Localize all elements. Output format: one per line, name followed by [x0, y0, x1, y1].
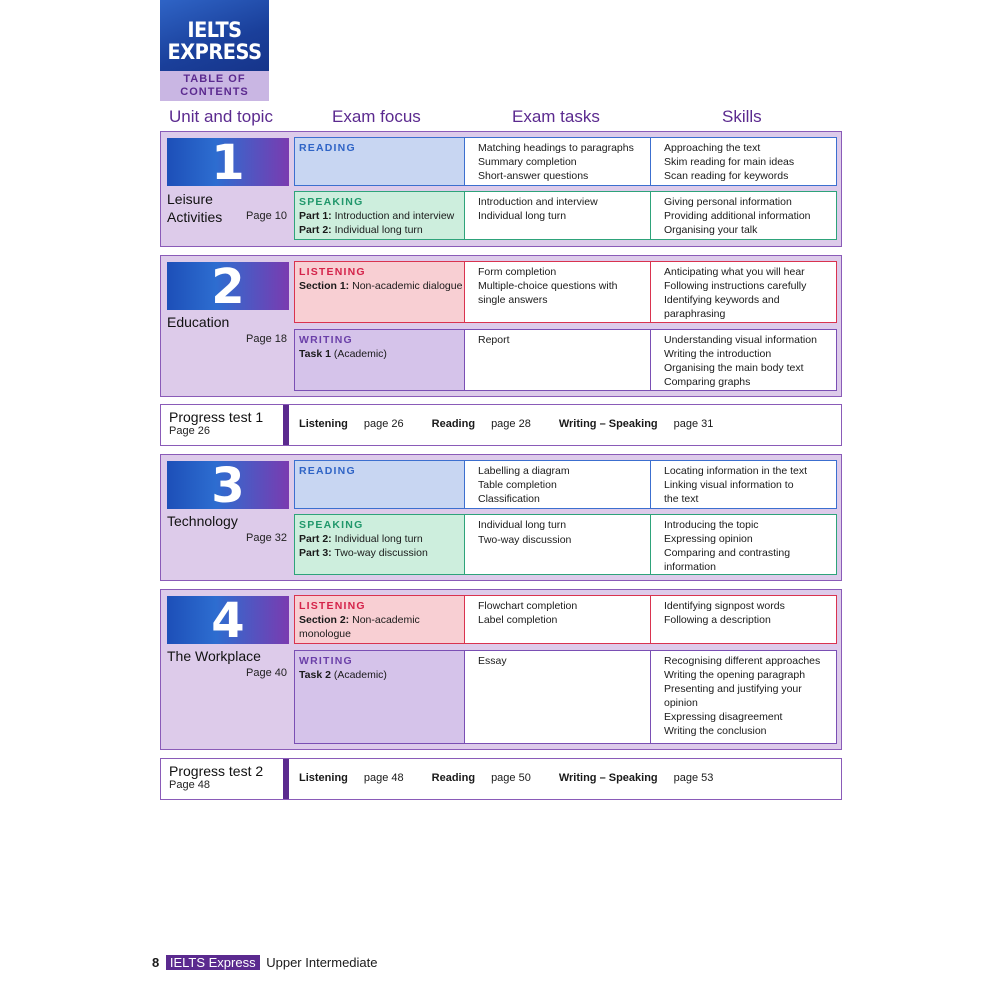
- skill-item: Following a description: [664, 614, 771, 626]
- unit-topic-line: The Workplace: [167, 648, 261, 664]
- progress-test-title: Progress test 1: [169, 409, 264, 425]
- task-item: Short-answer questions: [478, 170, 589, 182]
- skill-label: LISTENING: [299, 600, 366, 612]
- exam-tasks: [464, 461, 650, 508]
- skill-item: Writing the introduction: [664, 348, 772, 360]
- skill-item: Comparing and contrasting: [664, 547, 791, 559]
- task-item: single answers: [478, 294, 548, 306]
- task-item: Introduction and interview: [478, 196, 598, 208]
- skill-item: the text: [664, 493, 699, 505]
- focus-text: Non-academic: [349, 614, 420, 626]
- focus-line: [299, 546, 460, 560]
- exam-tasks: [464, 515, 650, 574]
- skill-label: LISTENING: [299, 266, 366, 278]
- item-label: Listening: [299, 418, 348, 430]
- progress-test-1: [160, 404, 842, 446]
- focus-text: Introduction and interview: [331, 210, 455, 222]
- section-reading: [294, 460, 837, 509]
- task-item: Flowchart completion: [478, 600, 578, 612]
- skills: [650, 192, 836, 239]
- skill-label: SPEAKING: [299, 196, 364, 208]
- exam-focus: [295, 651, 464, 743]
- exam-tasks: [464, 138, 650, 185]
- exam-tasks: [464, 262, 650, 322]
- unit-topic: [167, 313, 229, 331]
- unit-4: [160, 589, 842, 750]
- unit-topic-line: Activities: [167, 209, 223, 225]
- focus-bold: Part 3:: [299, 547, 332, 559]
- skill-label: READING: [299, 142, 356, 154]
- focus-text: monologue: [299, 628, 351, 640]
- task-item: Essay: [478, 655, 507, 667]
- ielts-express-logo: [160, 0, 269, 101]
- unit-page: Page 10: [246, 210, 287, 222]
- unit-number: 1: [167, 138, 289, 186]
- exam-focus: [295, 461, 464, 508]
- focus-line: [299, 668, 460, 682]
- item-page: page 48: [363, 772, 404, 784]
- section-listening: [294, 261, 837, 323]
- item-page: page 50: [491, 772, 531, 784]
- focus-line: [299, 347, 460, 361]
- footer-level: Upper Intermediate: [266, 955, 378, 970]
- focus-line: [299, 613, 460, 627]
- unit-page: Page 32: [246, 532, 287, 544]
- progress-test-items: [299, 772, 713, 784]
- progress-test-heading: [169, 763, 263, 791]
- skills: [650, 138, 836, 185]
- skills: [650, 330, 836, 390]
- progress-test-2: [160, 758, 842, 800]
- skill-item: Scan reading for keywords: [664, 170, 789, 182]
- progress-test-page: Page 26: [169, 425, 210, 437]
- skills: [650, 262, 836, 322]
- logo-line-4: CONTENTS: [180, 86, 249, 98]
- skill-item: Anticipating what you will hear: [664, 266, 805, 278]
- unit-topic: [167, 647, 261, 665]
- logo-line-3: TABLE OF: [183, 73, 246, 85]
- skill-item: Giving personal information: [664, 196, 792, 208]
- focus-line: [299, 209, 460, 223]
- logo-title: [160, 0, 269, 71]
- item-label: Listening: [299, 772, 348, 784]
- item-label: Writing – Speaking: [558, 772, 658, 784]
- skill-item: Locating information in the text: [664, 465, 808, 477]
- skills: [650, 515, 836, 574]
- unit-topic-line: Leisure: [167, 191, 213, 207]
- focus-bold: Section 1:: [299, 280, 350, 292]
- section-writing: [294, 329, 837, 391]
- skill-item: Expressing opinion: [664, 533, 753, 545]
- exam-focus: [295, 192, 464, 239]
- focus-line: [299, 532, 460, 546]
- skill-item: Following instructions carefully: [664, 280, 807, 292]
- section-reading: [294, 137, 837, 186]
- exam-tasks: [464, 330, 650, 390]
- progress-test-page: Page 48: [169, 779, 210, 791]
- skill-item: opinion: [664, 697, 698, 709]
- header-exam-tasks: Exam tasks: [512, 107, 600, 126]
- exam-focus: [295, 138, 464, 185]
- task-item: Two-way discussion: [478, 534, 572, 546]
- task-item: Report: [478, 334, 510, 346]
- exam-focus: [295, 515, 464, 574]
- item-page: page 26: [363, 418, 404, 430]
- skills: [650, 651, 836, 743]
- skill-item: Writing the conclusion: [664, 725, 767, 737]
- skill-item: Identifying signpost words: [664, 600, 785, 612]
- task-item: Label completion: [478, 614, 558, 626]
- header-unit-and-topic: Unit and topic: [169, 107, 273, 126]
- focus-line: [299, 627, 460, 641]
- exam-tasks: [464, 651, 650, 743]
- divider-bar: [283, 405, 289, 445]
- footer-brand: IELTS Express: [166, 955, 260, 970]
- skill-label: WRITING: [299, 655, 353, 667]
- focus-text: (Academic): [330, 669, 387, 681]
- task-item: Individual long turn: [478, 210, 567, 222]
- skill-label: READING: [299, 465, 356, 477]
- exam-tasks: [464, 192, 650, 239]
- task-item: Individual long turn: [478, 519, 567, 531]
- task-item: Multiple-choice questions with: [478, 280, 618, 292]
- focus-bold: Part 2:: [299, 224, 332, 236]
- skill-item: Skim reading for main ideas: [664, 156, 795, 168]
- focus-text: Individual long turn: [331, 533, 423, 545]
- item-page: page 28: [491, 418, 531, 430]
- skill-item: Understanding visual information: [664, 334, 817, 346]
- focus-bold: Part 1:: [299, 210, 332, 222]
- unit-page: Page 18: [246, 333, 287, 345]
- task-item: Matching headings to paragraphs: [478, 142, 634, 154]
- unit-topic: [167, 190, 222, 226]
- skill-item: Presenting and justifying your: [664, 683, 802, 695]
- unit-topic-line: Education: [167, 314, 230, 330]
- logo-line-1: IELTS: [187, 18, 242, 42]
- skill-item: Approaching the text: [664, 142, 761, 154]
- page-footer: [152, 955, 378, 970]
- unit-topic-line: Technology: [167, 513, 238, 529]
- focus-bold: Section 2:: [299, 614, 350, 626]
- focus-text: Non-academic dialogue: [349, 280, 463, 292]
- skill-item: Organising your talk: [664, 224, 758, 236]
- progress-test-heading: [169, 409, 263, 437]
- progress-test-items: [299, 418, 713, 430]
- focus-bold: Task 1: [299, 348, 331, 360]
- unit-topic: [167, 512, 238, 530]
- focus-text: Two-way discussion: [331, 547, 428, 559]
- item-label: Writing – Speaking: [558, 418, 658, 430]
- section-speaking: [294, 514, 837, 575]
- item-label: Reading: [431, 418, 476, 430]
- item-page: page 31: [673, 418, 714, 430]
- item-label: Reading: [431, 772, 476, 784]
- skill-item: Recognising different approaches: [664, 655, 821, 667]
- skill-item: Linking visual information to: [664, 479, 794, 491]
- unit-number: 3: [167, 461, 289, 509]
- skill-item: Introducing the topic: [664, 519, 759, 531]
- skill-label: WRITING: [299, 334, 353, 346]
- unit-2: [160, 255, 842, 397]
- skill-item: information: [664, 561, 716, 573]
- task-item: Table completion: [478, 479, 557, 491]
- divider-bar: [283, 759, 289, 799]
- skills: [650, 461, 836, 508]
- page-number: 8: [152, 955, 160, 970]
- logo-line-2: EXPRESS: [167, 40, 262, 64]
- unit-3: [160, 454, 842, 581]
- section-listening: [294, 595, 837, 644]
- skill-item: Providing additional information: [664, 210, 811, 222]
- unit-page: Page 40: [246, 667, 287, 679]
- header-exam-focus: Exam focus: [332, 107, 421, 126]
- exam-focus: [295, 596, 464, 643]
- section-writing: [294, 650, 837, 744]
- section-speaking: [294, 191, 837, 240]
- skills: [650, 596, 836, 643]
- focus-bold: Task 2: [299, 669, 331, 681]
- task-item: Summary completion: [478, 156, 577, 168]
- exam-focus: [295, 330, 464, 390]
- unit-number: 4: [167, 596, 289, 644]
- exam-focus: [295, 262, 464, 322]
- focus-bold: Part 2:: [299, 533, 332, 545]
- task-item: Form completion: [478, 266, 557, 278]
- focus-text: Individual long turn: [331, 224, 423, 236]
- skill-item: Writing the opening paragraph: [664, 669, 806, 681]
- progress-test-title: Progress test 2: [169, 763, 264, 779]
- focus-line: [299, 223, 460, 237]
- task-item: Labelling a diagram: [478, 465, 570, 477]
- skill-item: paraphrasing: [664, 308, 726, 320]
- skill-label: SPEAKING: [299, 519, 364, 531]
- header-skills: Skills: [722, 107, 762, 126]
- skill-item: Comparing graphs: [664, 376, 751, 388]
- item-page: page 53: [673, 772, 714, 784]
- focus-text: (Academic): [330, 348, 387, 360]
- logo-subtitle: [160, 71, 269, 101]
- skill-item: Expressing disagreement: [664, 711, 783, 723]
- task-item: Classification: [478, 493, 540, 505]
- exam-tasks: [464, 596, 650, 643]
- focus-line: [299, 279, 463, 293]
- unit-1: [160, 131, 842, 247]
- unit-number: 2: [167, 262, 289, 310]
- skill-item: Identifying keywords and: [664, 294, 780, 306]
- skill-item: Organising the main body text: [664, 362, 804, 374]
